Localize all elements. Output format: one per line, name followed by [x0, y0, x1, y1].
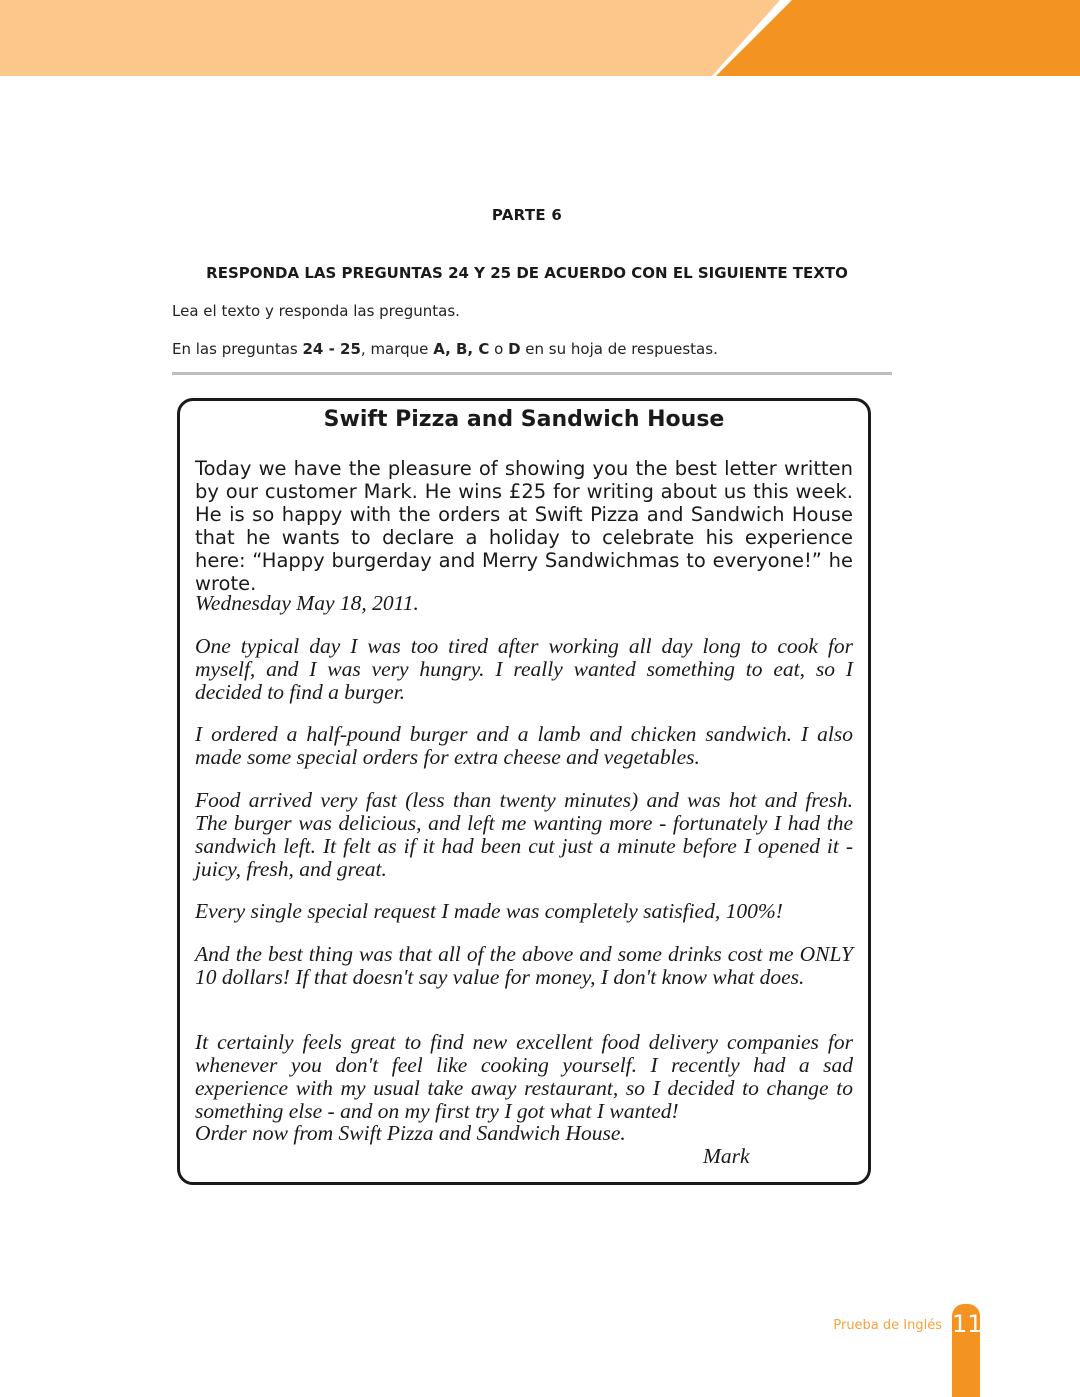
- question-range: 24 - 25: [302, 340, 361, 358]
- letter-paragraph: Food arrived very fast (less than twenty minutes) and was hot and fresh. The burger was delicious, and left me wanting more - fortunately I had the sandwich left. It felt as if it had been cut just a minute before I opened it - juicy, fresh, and great.: [195, 788, 853, 881]
- letter-paragraph: I ordered a half-pound burger and a lamb and chicken sandwich. I also made some special orders for extra cheese and vegetables.: [195, 722, 853, 769]
- instruction-text: en su hoja de respuestas.: [520, 340, 718, 358]
- instructions-heading: RESPONDA LAS PREGUNTAS 24 Y 25 DE ACUERDO CON EL SIGUIENTE TEXTO: [206, 264, 848, 282]
- letter-closing: Order now from Swift Pizza and Sandwich House.: [195, 1121, 626, 1145]
- section-title: PARTE 6: [491, 206, 563, 224]
- instruction-text: , marque: [360, 340, 434, 358]
- letter-paragraph: It certainly feels great to find new excellent food delivery companies for whenever you don't feel like cooking yourself. I recently had a sad experience with my usual take away restaurant, so I decided to change to something else - and on my first try I got what I wanted!: [195, 1030, 853, 1123]
- letter-date: Wednesday May 18, 2011.: [195, 591, 419, 615]
- header-band: [0, 0, 1080, 76]
- instruction-text: En las preguntas: [172, 340, 303, 358]
- instruction-text: o: [489, 340, 509, 358]
- instruction-mark: [172, 340, 718, 358]
- letter-paragraph: One typical day I was too tired after working all day long to cook for myself, and I was very hungry. I really wanted something to eat, so I decided to find a burger.: [195, 634, 853, 704]
- letter-paragraph: And the best thing was that all of the above and some drinks cost me ONLY 10 dollars! If that doesn't say value for money, I don't know what does.: [195, 942, 853, 989]
- page-number: 11: [952, 1310, 983, 1338]
- divider-rule: [172, 372, 892, 375]
- answer-option-d: D: [508, 340, 521, 358]
- answer-options: A, B, C: [433, 340, 490, 358]
- instruction-read: Lea el texto y responda las preguntas.: [172, 302, 460, 320]
- article-intro: Today we have the pleasure of showing you the best letter written by our customer Mark. He wins £25 for writing about us this week. He is so happy with the orders at Swift Pizza and Sandwich House that he wants to declare a holiday to celebrate his experience here: “Happy burgerday and Merry Sandwichmas to everyone!” he wrote.: [195, 457, 853, 595]
- footer-label: Prueba de Inglés: [833, 1318, 942, 1333]
- letter-signature: Mark: [703, 1144, 750, 1168]
- article-title: Swift Pizza and Sandwich House: [323, 407, 725, 432]
- letter-paragraph: Every single special request I made was completely satisfied, 100%!: [195, 899, 783, 923]
